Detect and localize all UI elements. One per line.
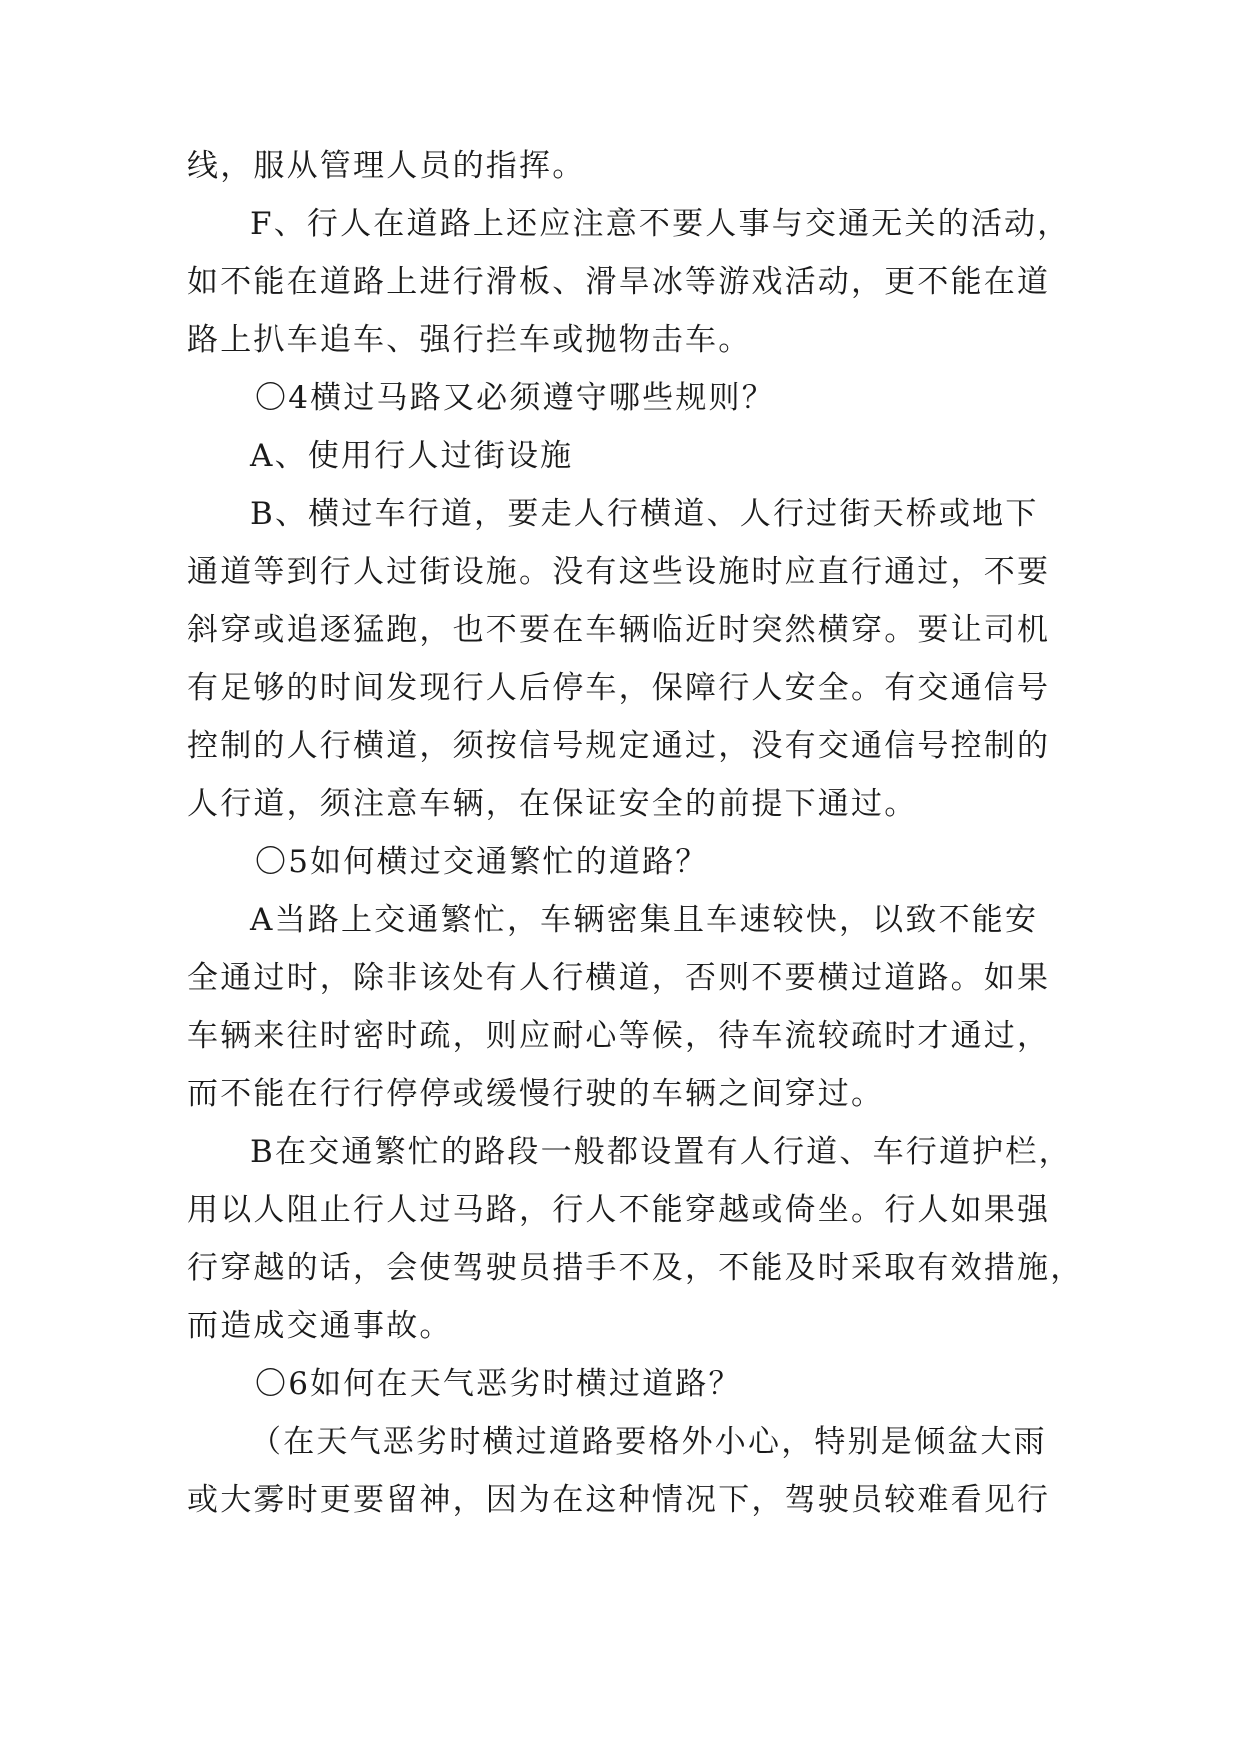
paragraph-line: 通道等到行人过街设施。没有这些设施时应直行通过，不要 — [187, 554, 1051, 590]
paragraph-line: 车辆来往时密时疏，则应耐心等候，待车流较疏时才通过， — [187, 1018, 1051, 1054]
paragraph-line: （在天气恶劣时横过道路要格外小心，特别是倾盆大雨 — [250, 1424, 1047, 1460]
paragraph-line: A当路上交通繁忙，车辆密集且车速较快，以致不能安 — [250, 902, 1039, 938]
paragraph-line: 人行道，须注意车辆，在保证安全的前提下通过。 — [187, 786, 918, 822]
paragraph-line: 路上扒车追车、强行拦车或抛物击车。 — [187, 322, 752, 358]
section-heading: 〇4横过马路又必须遵守哪些规则？ — [255, 380, 775, 416]
paragraph-line: 控制的人行横道，须按信号规定通过，没有交通信号控制的 — [187, 728, 1051, 764]
paragraph-line: F、行人在道路上还应注意不要人事与交通无关的活动， — [250, 206, 1071, 242]
paragraph-line: 而造成交通事故。 — [187, 1308, 453, 1344]
section-heading: 〇5如何横过交通繁忙的道路？ — [255, 844, 709, 880]
paragraph-line: 用以人阻止行人过马路，行人不能穿越或倚坐。行人如果强 — [187, 1192, 1051, 1228]
paragraph-line: 斜穿或追逐猛跑，也不要在车辆临近时突然横穿。要让司机 — [187, 612, 1051, 648]
paragraph-line: 行穿越的话，会使驾驶员措手不及，不能及时采取有效措施， — [187, 1250, 1084, 1286]
paragraph-line: B在交通繁忙的路段一般都设置有人行道、车行道护栏， — [250, 1134, 1072, 1170]
section-heading: 〇6如何在天气恶劣时横过道路？ — [255, 1366, 742, 1402]
paragraph-line: 有足够的时间发现行人后停车，保障行人安全。有交通信号 — [187, 670, 1051, 706]
paragraph-line: A、使用行人过街设施 — [250, 438, 574, 474]
paragraph-line: 如不能在道路上进行滑板、滑旱冰等游戏活动，更不能在道 — [187, 264, 1051, 300]
paragraph-line: 全通过时，除非该处有人行横道，否则不要横过道路。如果 — [187, 960, 1051, 996]
paragraph-line: B、横过车行道，要走人行横道、人行过街天桥或地下 — [250, 496, 1039, 532]
paragraph-line: 或大雾时更要留神，因为在这种情况下，驾驶员较难看见行 — [187, 1482, 1051, 1518]
paragraph-line: 线，服从管理人员的指挥。 — [187, 148, 586, 184]
paragraph-line: 而不能在行行停停或缓慢行驶的车辆之间穿过。 — [187, 1076, 885, 1112]
